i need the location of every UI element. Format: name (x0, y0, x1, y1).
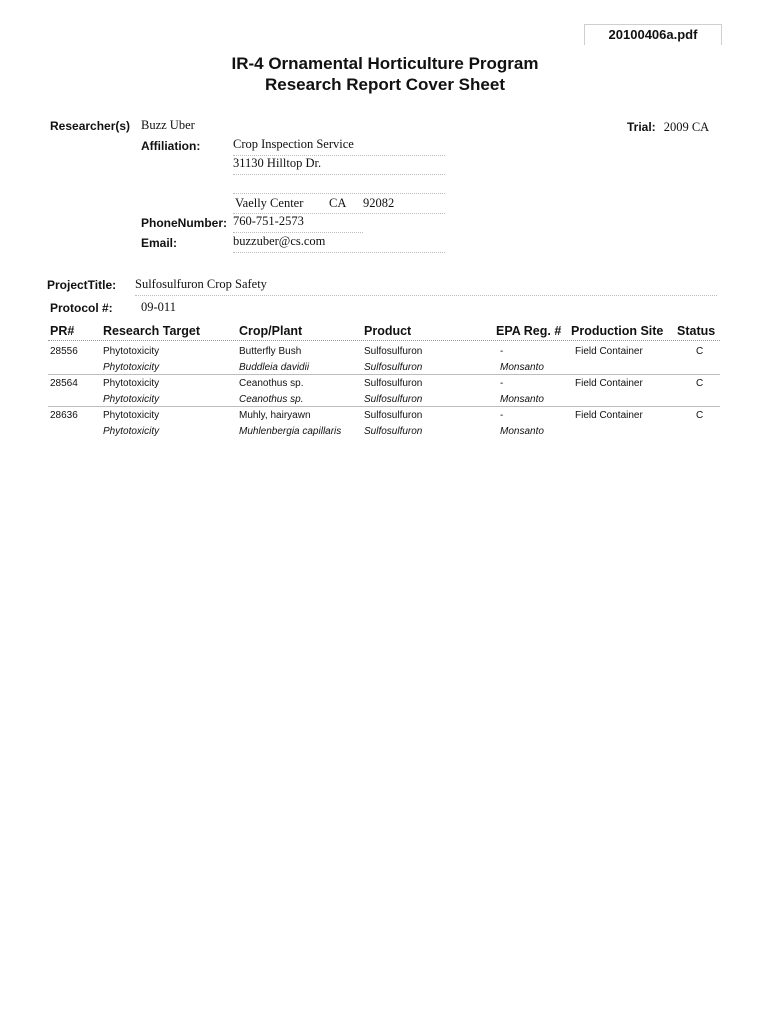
epa-reg: - (500, 346, 504, 357)
zip-value: 92082 (363, 196, 395, 210)
state-value: CA (329, 196, 347, 210)
crop-scientific-name: Buddleia davidii (239, 362, 310, 373)
col-header-epa-reg: EPA Reg. # (496, 324, 562, 338)
protocol-label: Protocol #: (50, 301, 113, 315)
epa-reg: - (500, 410, 504, 421)
research-target: Phytotoxicity (103, 410, 160, 421)
col-header-crop-plant: Crop/Plant (239, 324, 303, 338)
city-value: Vaelly Center (235, 196, 304, 210)
file-name-label: 20100406a.pdf (584, 24, 722, 45)
project-title-label: ProjectTitle: (47, 278, 117, 292)
manufacturer: Monsanto (500, 426, 544, 437)
affiliation-line1: Crop Inspection Service (233, 137, 445, 156)
research-target: Phytotoxicity (103, 346, 160, 357)
status: C (696, 378, 704, 389)
research-target-secondary: Phytotoxicity (103, 426, 160, 437)
table-row (0, 346, 770, 376)
manufacturer: Monsanto (500, 362, 544, 373)
phone-label: PhoneNumber: (141, 216, 228, 230)
product-secondary: Sulfosulfuron (364, 394, 423, 405)
row-divider (48, 406, 720, 407)
production-site: Field Container (575, 410, 643, 421)
researcher-name: Buzz Uber (141, 118, 195, 132)
production-site: Field Container (575, 346, 643, 357)
pr-number: 28556 (50, 346, 78, 357)
crop-scientific-name: Muhlenbergia capillaris (239, 426, 342, 437)
crop-common-name: Ceanothus sp. (239, 378, 304, 389)
affiliation-line3-blank (233, 175, 445, 194)
pr-number: 28636 (50, 410, 78, 421)
production-site: Field Container (575, 378, 643, 389)
protocol-value: 09-011 (141, 300, 176, 314)
row-divider (48, 374, 720, 375)
status: C (696, 346, 704, 357)
trial-label: Trial: (627, 120, 656, 134)
col-header-status: Status (677, 324, 716, 338)
col-header-pr: PR# (50, 324, 75, 338)
crop-common-name: Butterfly Bush (239, 346, 302, 357)
research-target-secondary: Phytotoxicity (103, 394, 160, 405)
product-secondary: Sulfosulfuron (364, 362, 423, 373)
affiliation-line2: 31130 Hilltop Dr. (233, 156, 445, 175)
table-row (0, 378, 770, 408)
phone-value: 760-751-2573 (233, 214, 363, 233)
col-header-production-site: Production Site (571, 324, 664, 338)
product: Sulfosulfuron (364, 378, 423, 389)
research-target-secondary: Phytotoxicity (103, 362, 160, 373)
product-secondary: Sulfosulfuron (364, 426, 423, 437)
research-target: Phytotoxicity (103, 378, 160, 389)
email-label: Email: (141, 236, 178, 250)
header-divider (48, 340, 720, 341)
city-state-zip-row (233, 195, 445, 214)
crop-common-name: Muhly, hairyawn (239, 410, 311, 421)
trial-value: 2009 CA (663, 120, 710, 134)
researcher-label: Researcher(s) (50, 119, 131, 133)
col-header-research-target: Research Target (103, 324, 201, 338)
pr-number: 28564 (50, 378, 78, 389)
crop-scientific-name: Ceanothus sp. (239, 394, 304, 405)
epa-reg: - (500, 378, 504, 389)
product: Sulfosulfuron (364, 346, 423, 357)
trial-field (627, 118, 709, 136)
table-row (0, 410, 770, 440)
page-title: IR-4 Ornamental Horticulture Program (231, 54, 539, 73)
project-title-value: Sulfosulfuron Crop Safety (135, 277, 717, 296)
page-subtitle: Research Report Cover Sheet (265, 75, 505, 94)
status: C (696, 410, 704, 421)
email-value: buzzuber@cs.com (233, 234, 445, 253)
affiliation-label: Affiliation: (141, 139, 201, 153)
product: Sulfosulfuron (364, 410, 423, 421)
col-header-product: Product (364, 324, 412, 338)
manufacturer: Monsanto (500, 394, 544, 405)
